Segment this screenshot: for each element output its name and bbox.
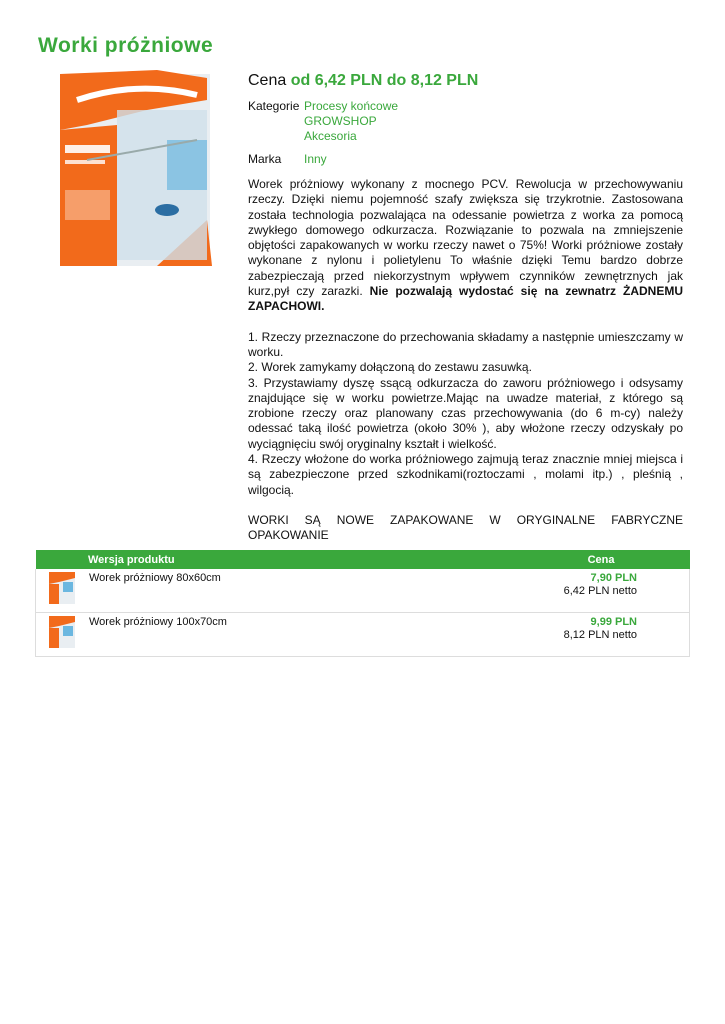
category-link[interactable]: GROWSHOP (304, 114, 377, 128)
categories-label: Kategorie (248, 99, 300, 113)
brand-value: Inny (304, 152, 327, 166)
variant-price-net: 8,12 PLN netto (563, 629, 637, 641)
variant-name: Worek próżniowy 100x70cm (88, 613, 403, 657)
page-title: Worki próżniowe (38, 34, 214, 57)
product-description (248, 177, 683, 544)
variant-price-gross: 9,99 PLN (590, 616, 637, 628)
description-emphasis: Nie pozwalają wydostać się na zewnatrz ŻADNEMU ZAPACHOWI. (248, 284, 684, 314)
price-label: Cena (248, 72, 287, 89)
categories (248, 99, 683, 144)
product-image (57, 70, 217, 270)
description-text: Worek próżniowy wykonany z mocnego PCV. Rewolucja w przechowywaniu rzeczy. Dzięki niemu pojemność szafy zwiększa się trzykrotnie. Zastosowana została technologia pozwalająca na odessanie powietrza z worka za pomocą zwykłego domowego odkurzacza. Rozwiązanie to pozwala na zmniejszenie objętości zapakowanych w worku rzeczy nawet o 75%! Worki próżniowe zostały wykonane z nylonu i polietylenu To właśnie dzięki Temu bardzo dobrze zabezpieczają przed niekorzystnym wpływem czynników zewnętrznych jak kurz,pył czy zarazki. (248, 177, 683, 299)
product-thumbnail (49, 616, 75, 648)
variants-table (35, 550, 690, 657)
brand-label: Marka (248, 152, 282, 166)
step-item: 3. Przystawiamy dyszę ssącą odkurzacza do zaworu próżniowego i odsysamy znajdujące się w worku powietrze.Mając na uwadze materiał, z którego są zrobione rzeczy oraz planowany czas przechowywania (do 6 m-cy) należy odessać taką ilość powietrza (około 30% ), aby włożone rzeczy odzyskały po wyciągnięciu swój oryginalny kształt i wielkość. (248, 375, 683, 451)
table-header (36, 550, 690, 569)
step-item: 2. Worek zamykamy dołączoną do zestawu zasuwką. (248, 360, 532, 375)
variant-name: Worek próżniowy 80x60cm (88, 569, 403, 613)
column-header-version: Wersja produktu (88, 550, 403, 569)
brand (248, 152, 683, 167)
category-link[interactable]: Procesy końcowe (304, 99, 399, 113)
variant-price-net: 6,42 PLN netto (563, 585, 637, 597)
table-row[interactable] (36, 569, 690, 613)
variant-price-gross: 7,90 PLN (590, 572, 637, 584)
product-info (248, 72, 683, 544)
price-range-value: od 6,42 PLN do 8,12 PLN (290, 72, 479, 89)
step-item: 1. Rzeczy przeznaczone do przechowania składamy a następnie umieszczamy w worku. (248, 329, 683, 359)
step-item: 4. Rzeczy włożone do worka próżniowego zajmują teraz znacznie mniej miejsca i są zabezpieczone przed szkodnikami(roztoczami , molami itp.) , pleśnią , wilgocią. (248, 452, 683, 497)
price-range (248, 72, 683, 90)
column-header-price: Cena (403, 550, 689, 569)
category-link[interactable]: Akcesoria (304, 129, 357, 143)
closing-note: WORKI SĄ NOWE ZAPAKOWANE W ORYGINALNE FABRYCZNE OPAKOWANIE (248, 512, 683, 543)
table-row[interactable] (36, 613, 690, 657)
product-thumbnail (49, 572, 75, 604)
